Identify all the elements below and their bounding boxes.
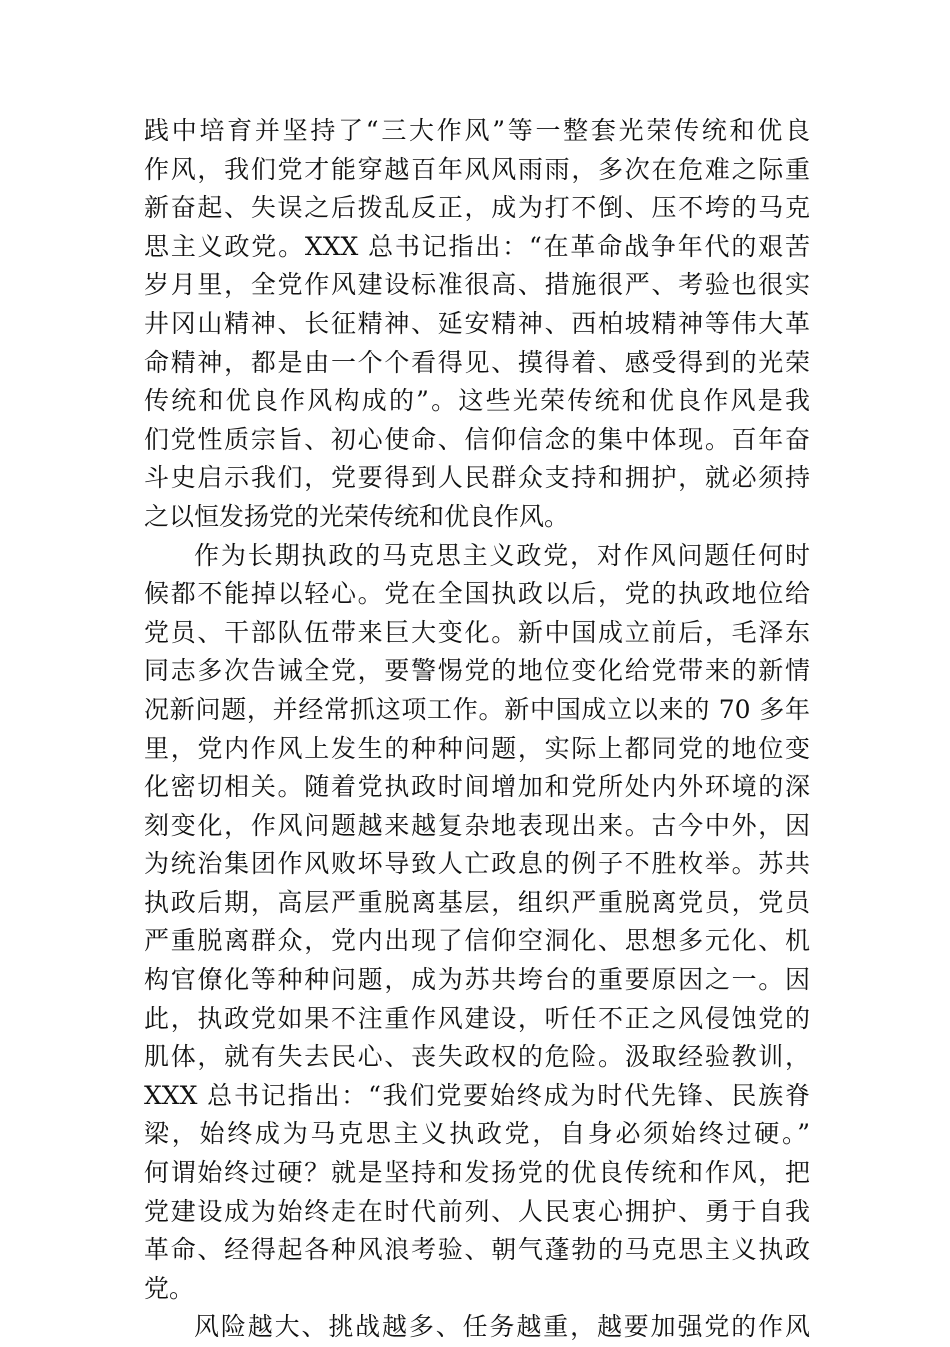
text-line: 斗史启示我们，党要得到人民群众支持和拥护，就必须持 [144, 463, 810, 493]
text-line: 岁月里，全党作风建设标准很高、措施很严、考验也很实 [144, 270, 810, 300]
text-line: 思主义政党。XXX 总书记指出：“在革命战争年代的艰苦 [144, 231, 810, 261]
text-line: 肌体，就有失去民心、丧失政权的危险。汲取经验教训， [144, 1042, 810, 1072]
text-line: 化密切相关。随着党执政时间增加和党所处内外环境的深 [144, 772, 810, 802]
text-line: 革命、经得起各种风浪考验、朝气蓬勃的马克思主义执政 [144, 1235, 810, 1265]
text-line: 为统治集团作风败坏导致人亡政息的例子不胜枚举。苏共 [144, 849, 810, 879]
text-line: 风险越大、挑战越多、任务越重，越要加强党的作风 [194, 1312, 810, 1342]
text-line: 作为长期执政的马克思主义政党，对作风问题任何时 [194, 540, 810, 570]
text-line: 命精神，都是由一个个看得见、摸得着、感受得到的光荣 [144, 347, 810, 377]
text-line: 何谓始终过硬？就是坚持和发扬党的优良传统和作风，把 [144, 1158, 810, 1188]
body-text [144, 112, 810, 1347]
text-line: 此，执政党如果不注重作风建设，听任不正之风侵蚀党的 [144, 1003, 810, 1033]
text-line: 构官僚化等种种问题，成为苏共垮台的重要原因之一。因 [144, 965, 810, 995]
text-line: 井冈山精神、长征精神、延安精神、西柏坡精神等伟大革 [144, 308, 810, 338]
text-line: 党员、干部队伍带来巨大变化。新中国成立前后，毛泽东 [144, 617, 810, 647]
text-line: 们党性质宗旨、初心使命、信仰信念的集中体现。百年奋 [144, 424, 810, 454]
text-line: 新奋起、失误之后拨乱反正，成为打不倒、压不垮的马克 [144, 193, 810, 223]
text-line: 传统和优良作风构成的”。这些光荣传统和优良作风是我 [144, 386, 810, 416]
text-line: 党。 [144, 1273, 195, 1303]
text-line: 作风，我们党才能穿越百年风风雨雨，多次在危难之际重 [144, 154, 810, 184]
text-line: 党建设成为始终走在时代前列、人民衷心拥护、勇于自我 [144, 1196, 810, 1226]
text-line: 况新问题，并经常抓这项工作。新中国成立以来的 70 多年 [144, 694, 810, 724]
text-line: 之以恒发扬党的光荣传统和优良作风。 [144, 501, 570, 531]
text-line: 执政后期，高层严重脱离基层，组织严重脱离党员，党员 [144, 887, 810, 917]
text-line: 刻变化，作风问题越来越复杂地表现出来。古今中外，因 [144, 810, 810, 840]
text-line: 同志多次告诫全党，要警惕党的地位变化给党带来的新情 [144, 656, 810, 686]
text-line: 严重脱离群众，党内出现了信仰空洞化、思想多元化、机 [144, 926, 810, 956]
text-line: 践中培育并坚持了“三大作风”等一整套光荣传统和优良 [144, 116, 810, 145]
text-line: XXX 总书记指出：“我们党要始终成为时代先锋、民族脊 [144, 1080, 810, 1110]
text-line: 候都不能掉以轻心。党在全国执政以后，党的执政地位给 [144, 579, 810, 609]
text-line: 梁，始终成为马克思主义执政党，自身必须始终过硬。” [144, 1119, 810, 1149]
text-line: 里，党内作风上发生的种种问题，实际上都同党的地位变 [144, 733, 810, 763]
